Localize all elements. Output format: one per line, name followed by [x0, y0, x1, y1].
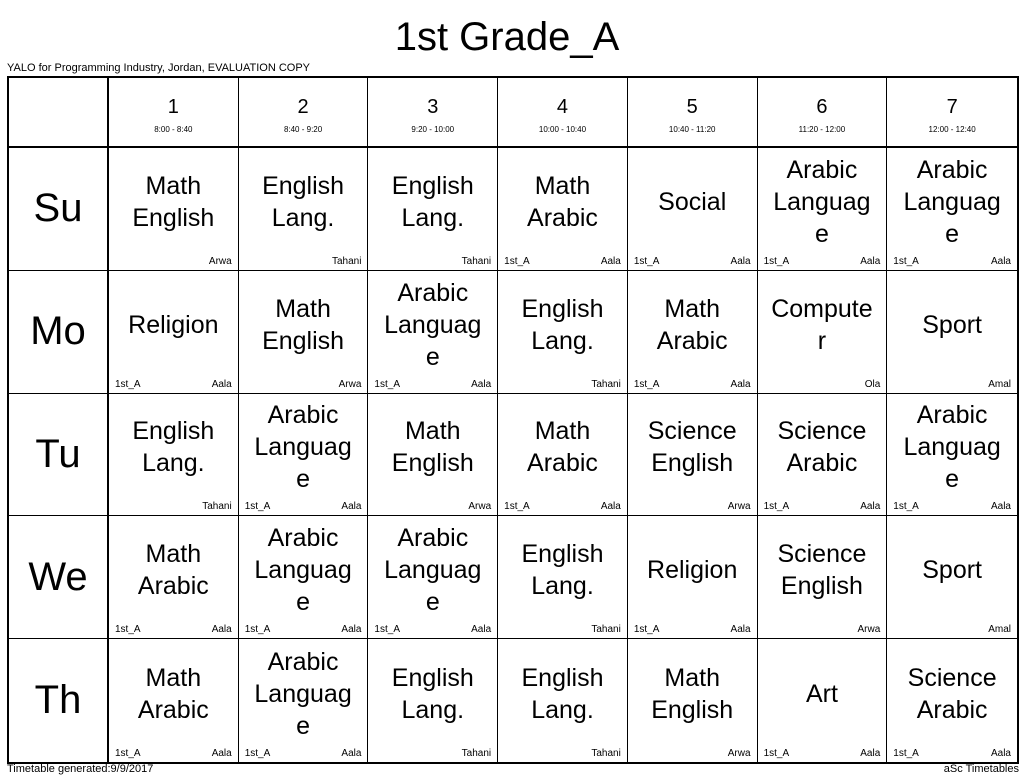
class-label: 1st_A: [633, 624, 660, 636]
lesson-cell: [109, 148, 239, 271]
app-credit: aSc Timetables: [943, 763, 1019, 775]
subject-name: [241, 639, 366, 748]
class-label: 1st_A: [244, 748, 271, 759]
subject-line: Arabic: [786, 449, 858, 478]
subject-line: e: [945, 219, 960, 248]
class-label: 1st_A: [893, 748, 919, 759]
teacher-name: Amal: [988, 378, 1011, 390]
class-label: 1st_A: [244, 501, 271, 513]
period-header: [368, 78, 498, 148]
teacher-name: Aala: [341, 748, 362, 759]
subject-name: [760, 516, 885, 624]
period-header: [887, 78, 1017, 148]
subject-line: Lang.: [271, 203, 335, 232]
subject-name: [889, 639, 1015, 748]
subject-line: English: [651, 449, 734, 478]
subject-name: [111, 148, 236, 256]
subject-line: Social: [658, 187, 727, 216]
lesson-cell: [887, 148, 1017, 271]
period-time: 8:00 - 8:40: [154, 125, 193, 134]
teacher-name: Aala: [860, 501, 881, 513]
subject-name: [241, 271, 366, 379]
subject-line: Lang.: [142, 449, 205, 478]
subject-name: [241, 148, 366, 256]
subject-line: Religion: [647, 556, 738, 585]
subject-name: [500, 148, 625, 256]
lesson-cell: [758, 394, 888, 517]
subject-line: English: [521, 663, 604, 692]
period-number: 7: [946, 96, 958, 118]
subject-name: [889, 271, 1015, 379]
subject-line: English: [262, 326, 345, 355]
lesson-cell: [239, 516, 369, 639]
class-label: 1st_A: [893, 501, 919, 513]
teacher-name: Aala: [341, 501, 362, 513]
teacher-name: Tahani: [461, 255, 492, 267]
subject-line: Math: [534, 417, 591, 446]
subject-line: Math: [664, 294, 720, 323]
teacher-name: Aala: [211, 624, 232, 636]
corner-cell: [9, 78, 109, 148]
subject-name: [370, 271, 495, 379]
teacher-name: Aala: [730, 255, 751, 267]
teacher-name: Aala: [600, 501, 621, 513]
period-header: [758, 78, 888, 148]
subject-line: Sport: [922, 556, 983, 585]
subject-line: English: [391, 663, 474, 692]
period-time: 10:40 - 11:20: [668, 125, 716, 134]
day-label: Tu: [9, 394, 109, 517]
subject-line: Arabic: [916, 155, 988, 184]
period-number: 5: [686, 96, 698, 118]
lesson-cell: [109, 394, 239, 517]
day-label: Su: [9, 148, 109, 271]
subject-name: [630, 271, 755, 379]
subject-line: Math: [145, 540, 202, 569]
lesson-cell: [368, 516, 498, 639]
class-label: 1st_A: [763, 255, 790, 267]
teacher-name: Aala: [471, 378, 492, 390]
subject-line: English: [262, 171, 345, 200]
teacher-name: Arwa: [727, 501, 751, 513]
lesson-cell: [498, 394, 628, 517]
subject-name: [760, 394, 885, 502]
subject-line: Compute: [771, 294, 873, 323]
subject-line: Languag: [254, 556, 352, 585]
class-label: 1st_A: [115, 624, 141, 636]
subject-line: Math: [145, 171, 202, 200]
subject-name: [889, 394, 1015, 502]
class-label: 1st_A: [374, 378, 400, 390]
subject-line: e: [425, 588, 440, 617]
subject-name: [500, 394, 625, 502]
period-number: 4: [556, 96, 569, 118]
lesson-cell: [109, 639, 239, 762]
subject-name: [500, 516, 625, 624]
lesson-cell: [109, 271, 239, 394]
subject-name: [500, 271, 625, 379]
subject-line: Science: [777, 540, 867, 569]
subject-line: Religion: [128, 310, 219, 339]
subject-line: Arabic: [786, 155, 858, 184]
class-label: 1st_A: [374, 624, 400, 636]
subject-line: Science: [647, 417, 737, 446]
subject-line: Arabic: [267, 401, 339, 430]
lesson-cell: [368, 271, 498, 394]
teacher-name: Tahani: [461, 748, 492, 759]
subject-line: English: [391, 449, 474, 478]
period-number: 3: [427, 96, 439, 118]
period-number: 2: [297, 96, 309, 118]
lesson-cell: [239, 148, 369, 271]
class-label: 1st_A: [504, 255, 530, 267]
period-header: [239, 78, 369, 148]
teacher-name: Aala: [730, 378, 751, 390]
subject-line: Arabic: [267, 647, 339, 676]
period-header: [628, 78, 758, 148]
teacher-name: Arwa: [857, 624, 881, 636]
subject-name: [630, 516, 755, 624]
period-header: [498, 78, 628, 148]
subject-line: Math: [145, 663, 202, 692]
subject-name: [630, 148, 755, 256]
subject-line: Lang.: [401, 695, 465, 724]
subject-line: Arabic: [267, 524, 339, 553]
subject-line: r: [817, 326, 827, 355]
subject-line: Math: [404, 417, 461, 446]
subject-line: Arabic: [397, 524, 469, 553]
teacher-name: Aala: [600, 255, 621, 267]
subject-line: Lang.: [531, 326, 594, 355]
subject-line: e: [296, 588, 311, 617]
subject-line: Arabic: [137, 695, 209, 724]
subject-name: [111, 394, 236, 502]
lesson-cell: [628, 148, 758, 271]
subject-name: [500, 639, 625, 748]
teacher-name: Arwa: [727, 748, 751, 759]
subject-line: Languag: [903, 187, 1001, 216]
teacher-name: Aala: [471, 624, 492, 636]
teacher-name: Arwa: [338, 378, 362, 390]
period-time: 8:40 - 9:20: [283, 125, 323, 134]
subject-name: [630, 639, 755, 748]
lesson-cell: [628, 271, 758, 394]
lesson-cell: [109, 516, 239, 639]
subject-name: [889, 148, 1015, 256]
teacher-name: Aala: [990, 748, 1011, 759]
class-label: 1st_A: [633, 255, 660, 267]
subject-line: Science: [777, 417, 867, 446]
class-label: 1st_A: [244, 624, 271, 636]
lesson-cell: [368, 148, 498, 271]
class-label: 1st_A: [763, 501, 790, 513]
subject-line: Sport: [922, 310, 983, 339]
subject-name: [111, 516, 236, 624]
lesson-cell: [887, 516, 1017, 639]
lesson-cell: [758, 148, 888, 271]
subject-line: English: [132, 203, 215, 232]
subject-name: [370, 639, 495, 748]
subject-line: Lang.: [401, 203, 465, 232]
class-label: 1st_A: [115, 748, 141, 759]
timetable-grid: [7, 76, 1019, 764]
lesson-cell: [239, 394, 369, 517]
teacher-name: Aala: [730, 624, 751, 636]
page-title: 1st Grade_A: [394, 15, 620, 59]
teacher-name: Aala: [211, 748, 232, 759]
subject-line: e: [814, 219, 829, 248]
lesson-cell: [758, 516, 888, 639]
day-label: Mo: [9, 271, 109, 394]
lesson-cell: [758, 271, 888, 394]
lesson-cell: [887, 639, 1017, 762]
subject-name: [760, 148, 885, 256]
subject-line: Arabic: [397, 278, 469, 307]
subject-line: Languag: [903, 433, 1001, 462]
subject-line: English: [132, 417, 215, 446]
period-time: 9:20 - 10:00: [411, 125, 455, 134]
subject-line: e: [296, 711, 311, 740]
teacher-name: Arwa: [468, 501, 492, 513]
subject-line: Math: [534, 171, 591, 200]
teacher-name: Tahani: [591, 624, 621, 636]
subject-name: [630, 394, 755, 502]
subject-line: Arabic: [916, 695, 988, 724]
subject-line: Languag: [254, 433, 352, 462]
subject-name: [370, 148, 495, 256]
period-number: 1: [167, 96, 179, 118]
subject-line: Lang.: [531, 572, 594, 601]
teacher-name: Amal: [988, 624, 1011, 636]
subject-line: English: [651, 695, 734, 724]
subject-line: English: [391, 171, 474, 200]
day-label: Th: [9, 639, 109, 762]
period-time: 10:00 - 10:40: [538, 125, 587, 134]
subject-name: [760, 639, 885, 748]
period-number: 6: [816, 96, 828, 118]
subject-line: Languag: [384, 556, 482, 585]
subject-name: [370, 394, 495, 502]
subject-line: Arabic: [656, 326, 728, 355]
lesson-cell: [239, 271, 369, 394]
lesson-cell: [758, 639, 888, 762]
subject-line: Science: [907, 663, 997, 692]
subject-line: English: [780, 572, 863, 601]
teacher-name: Aala: [990, 255, 1011, 267]
subject-line: Math: [664, 663, 720, 692]
lesson-cell: [498, 516, 628, 639]
subject-line: Arabic: [527, 449, 598, 478]
period-time: 11:20 - 12:00: [798, 125, 846, 134]
lesson-cell: [887, 394, 1017, 517]
lesson-cell: [368, 394, 498, 517]
class-label: 1st_A: [504, 501, 530, 513]
lesson-cell: [239, 639, 369, 762]
teacher-name: Aala: [860, 255, 881, 267]
teacher-name: Aala: [860, 748, 881, 759]
subject-name: [241, 394, 366, 502]
lesson-cell: [498, 148, 628, 271]
period-time: 12:00 - 12:40: [928, 125, 976, 134]
subject-line: English: [521, 294, 604, 323]
teacher-name: Tahani: [202, 501, 232, 513]
subject-name: [370, 516, 495, 624]
subject-line: Languag: [384, 310, 482, 339]
subject-line: Arabic: [916, 401, 988, 430]
lesson-cell: [628, 394, 758, 517]
subject-line: e: [425, 342, 440, 371]
evaluation-watermark: YALO for Programming Industry, Jordan, EVALUATION COPY: [7, 62, 311, 74]
lesson-cell: [628, 639, 758, 762]
lesson-cell: [628, 516, 758, 639]
teacher-name: Tahani: [331, 255, 362, 267]
class-label: 1st_A: [115, 378, 141, 390]
subject-name: [889, 516, 1015, 624]
teacher-name: Arwa: [208, 255, 232, 267]
lesson-cell: [498, 271, 628, 394]
lesson-cell: [368, 639, 498, 762]
subject-line: Languag: [254, 679, 352, 708]
lesson-cell: [498, 639, 628, 762]
teacher-name: Ola: [864, 378, 881, 390]
period-header: [109, 78, 239, 148]
teacher-name: Aala: [990, 501, 1011, 513]
teacher-name: Tahani: [591, 378, 621, 390]
subject-name: [241, 516, 366, 624]
subject-line: Languag: [773, 187, 871, 216]
subject-name: [111, 639, 236, 748]
teacher-name: Tahani: [591, 748, 621, 759]
generated-date: Timetable generated:9/9/2017: [7, 763, 154, 775]
subject-line: Arabic: [137, 572, 209, 601]
class-label: 1st_A: [633, 378, 660, 390]
teacher-name: Aala: [211, 378, 232, 390]
teacher-name: Aala: [341, 624, 362, 636]
subject-line: Lang.: [531, 695, 594, 724]
subject-line: English: [521, 540, 604, 569]
subject-line: Art: [805, 679, 838, 708]
day-label: We: [9, 516, 109, 639]
class-label: 1st_A: [893, 255, 919, 267]
subject-line: Arabic: [527, 203, 598, 232]
class-label: 1st_A: [763, 748, 790, 759]
lesson-cell: [887, 271, 1017, 394]
subject-line: e: [296, 465, 311, 494]
subject-line: e: [945, 465, 960, 494]
subject-line: Math: [275, 294, 331, 323]
subject-name: [111, 271, 236, 379]
subject-name: [760, 271, 885, 379]
